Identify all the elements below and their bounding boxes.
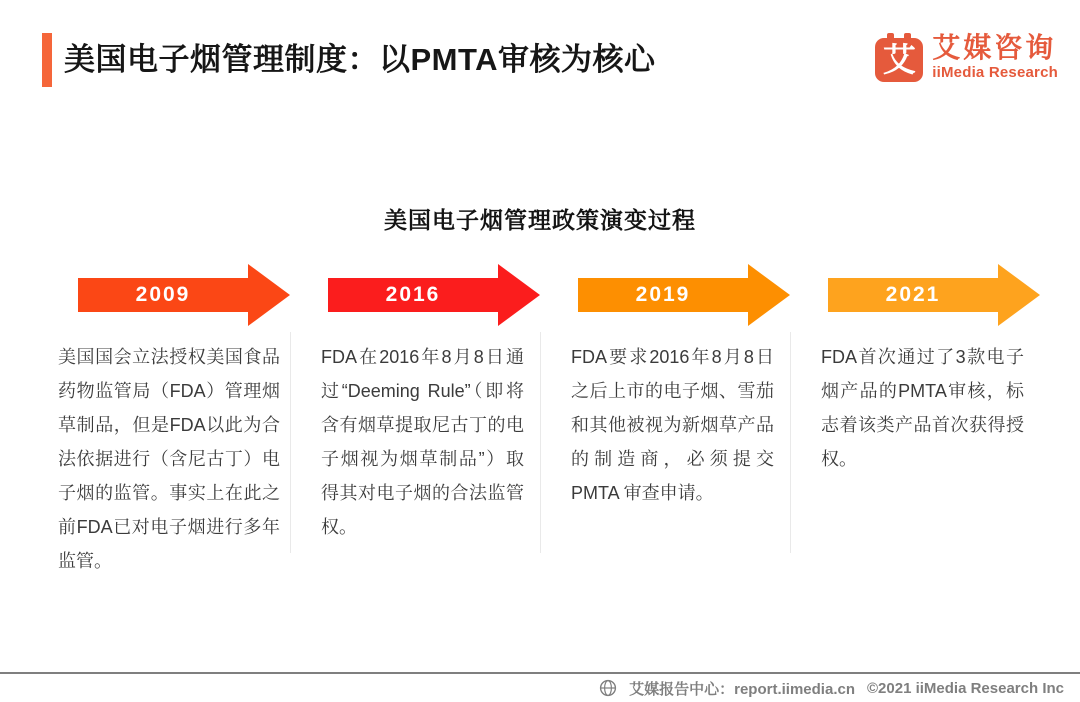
timeline-year: 2021: [885, 283, 941, 306]
page-title: 美国电子烟管理制度：以PMTA审核为核心: [64, 42, 656, 77]
iimedia-logo-icon: [875, 38, 923, 82]
footer-source: 艾媒报告中心：report.iimedia.cn: [629, 680, 855, 698]
timeline-description-2021: FDA首次通过了3款电子烟产品的PMTA审核，标志着该类产品首次获得授权。: [790, 332, 1040, 553]
logo-text: [932, 32, 1058, 81]
iimedia-logo: [875, 32, 1058, 82]
logo-mark-character: 艾: [882, 40, 916, 78]
logo-tab-decoration: [904, 33, 911, 41]
logo-name-cn: 艾媒咨询: [932, 32, 1057, 63]
section-title: 美国电子烟管理政策演变过程: [384, 207, 696, 233]
timeline-description-2016: FDA在2016年8月8日通过“Deeming Rule”（即将含有烟草提取尼古丁的电子烟视为烟草制品”）取得其对电子烟的合法监管权。: [290, 332, 540, 553]
logo-name-en: iiMedia Research: [932, 64, 1058, 81]
footer: [0, 672, 1080, 702]
logo-tab-decoration: [887, 33, 894, 41]
globe-icon: [599, 679, 617, 697]
footer-copyright: ©2021 iiMedia Research Inc: [867, 679, 1064, 697]
timeline-year: 2019: [635, 283, 691, 306]
timeline-description-2009: 美国国会立法授权美国食品药物监管局（FDA）管理烟草制品，但是FDA以此为合法依据进行（含尼古丁）电子烟的监管。事实上在此之前FDA已对电子烟进行多年监管。: [58, 347, 280, 571]
timeline-year: 2016: [385, 283, 441, 306]
timeline-stage-2009: [40, 264, 290, 326]
timeline-year: 2009: [135, 283, 191, 306]
timeline-descriptions: [40, 332, 1040, 571]
timeline-description-2019: FDA要求2016年8月8日之后上市的电子烟、雪茄和其他被视为新烟草产品的制造商，必须提交 PMTA 审查申请。: [540, 332, 790, 553]
timeline-stage-2021: [790, 264, 1040, 326]
timeline-stage-2019: [540, 264, 790, 326]
timeline: [40, 264, 1040, 326]
title-accent-bar: [42, 33, 52, 87]
timeline-stage-2016: [290, 264, 540, 326]
